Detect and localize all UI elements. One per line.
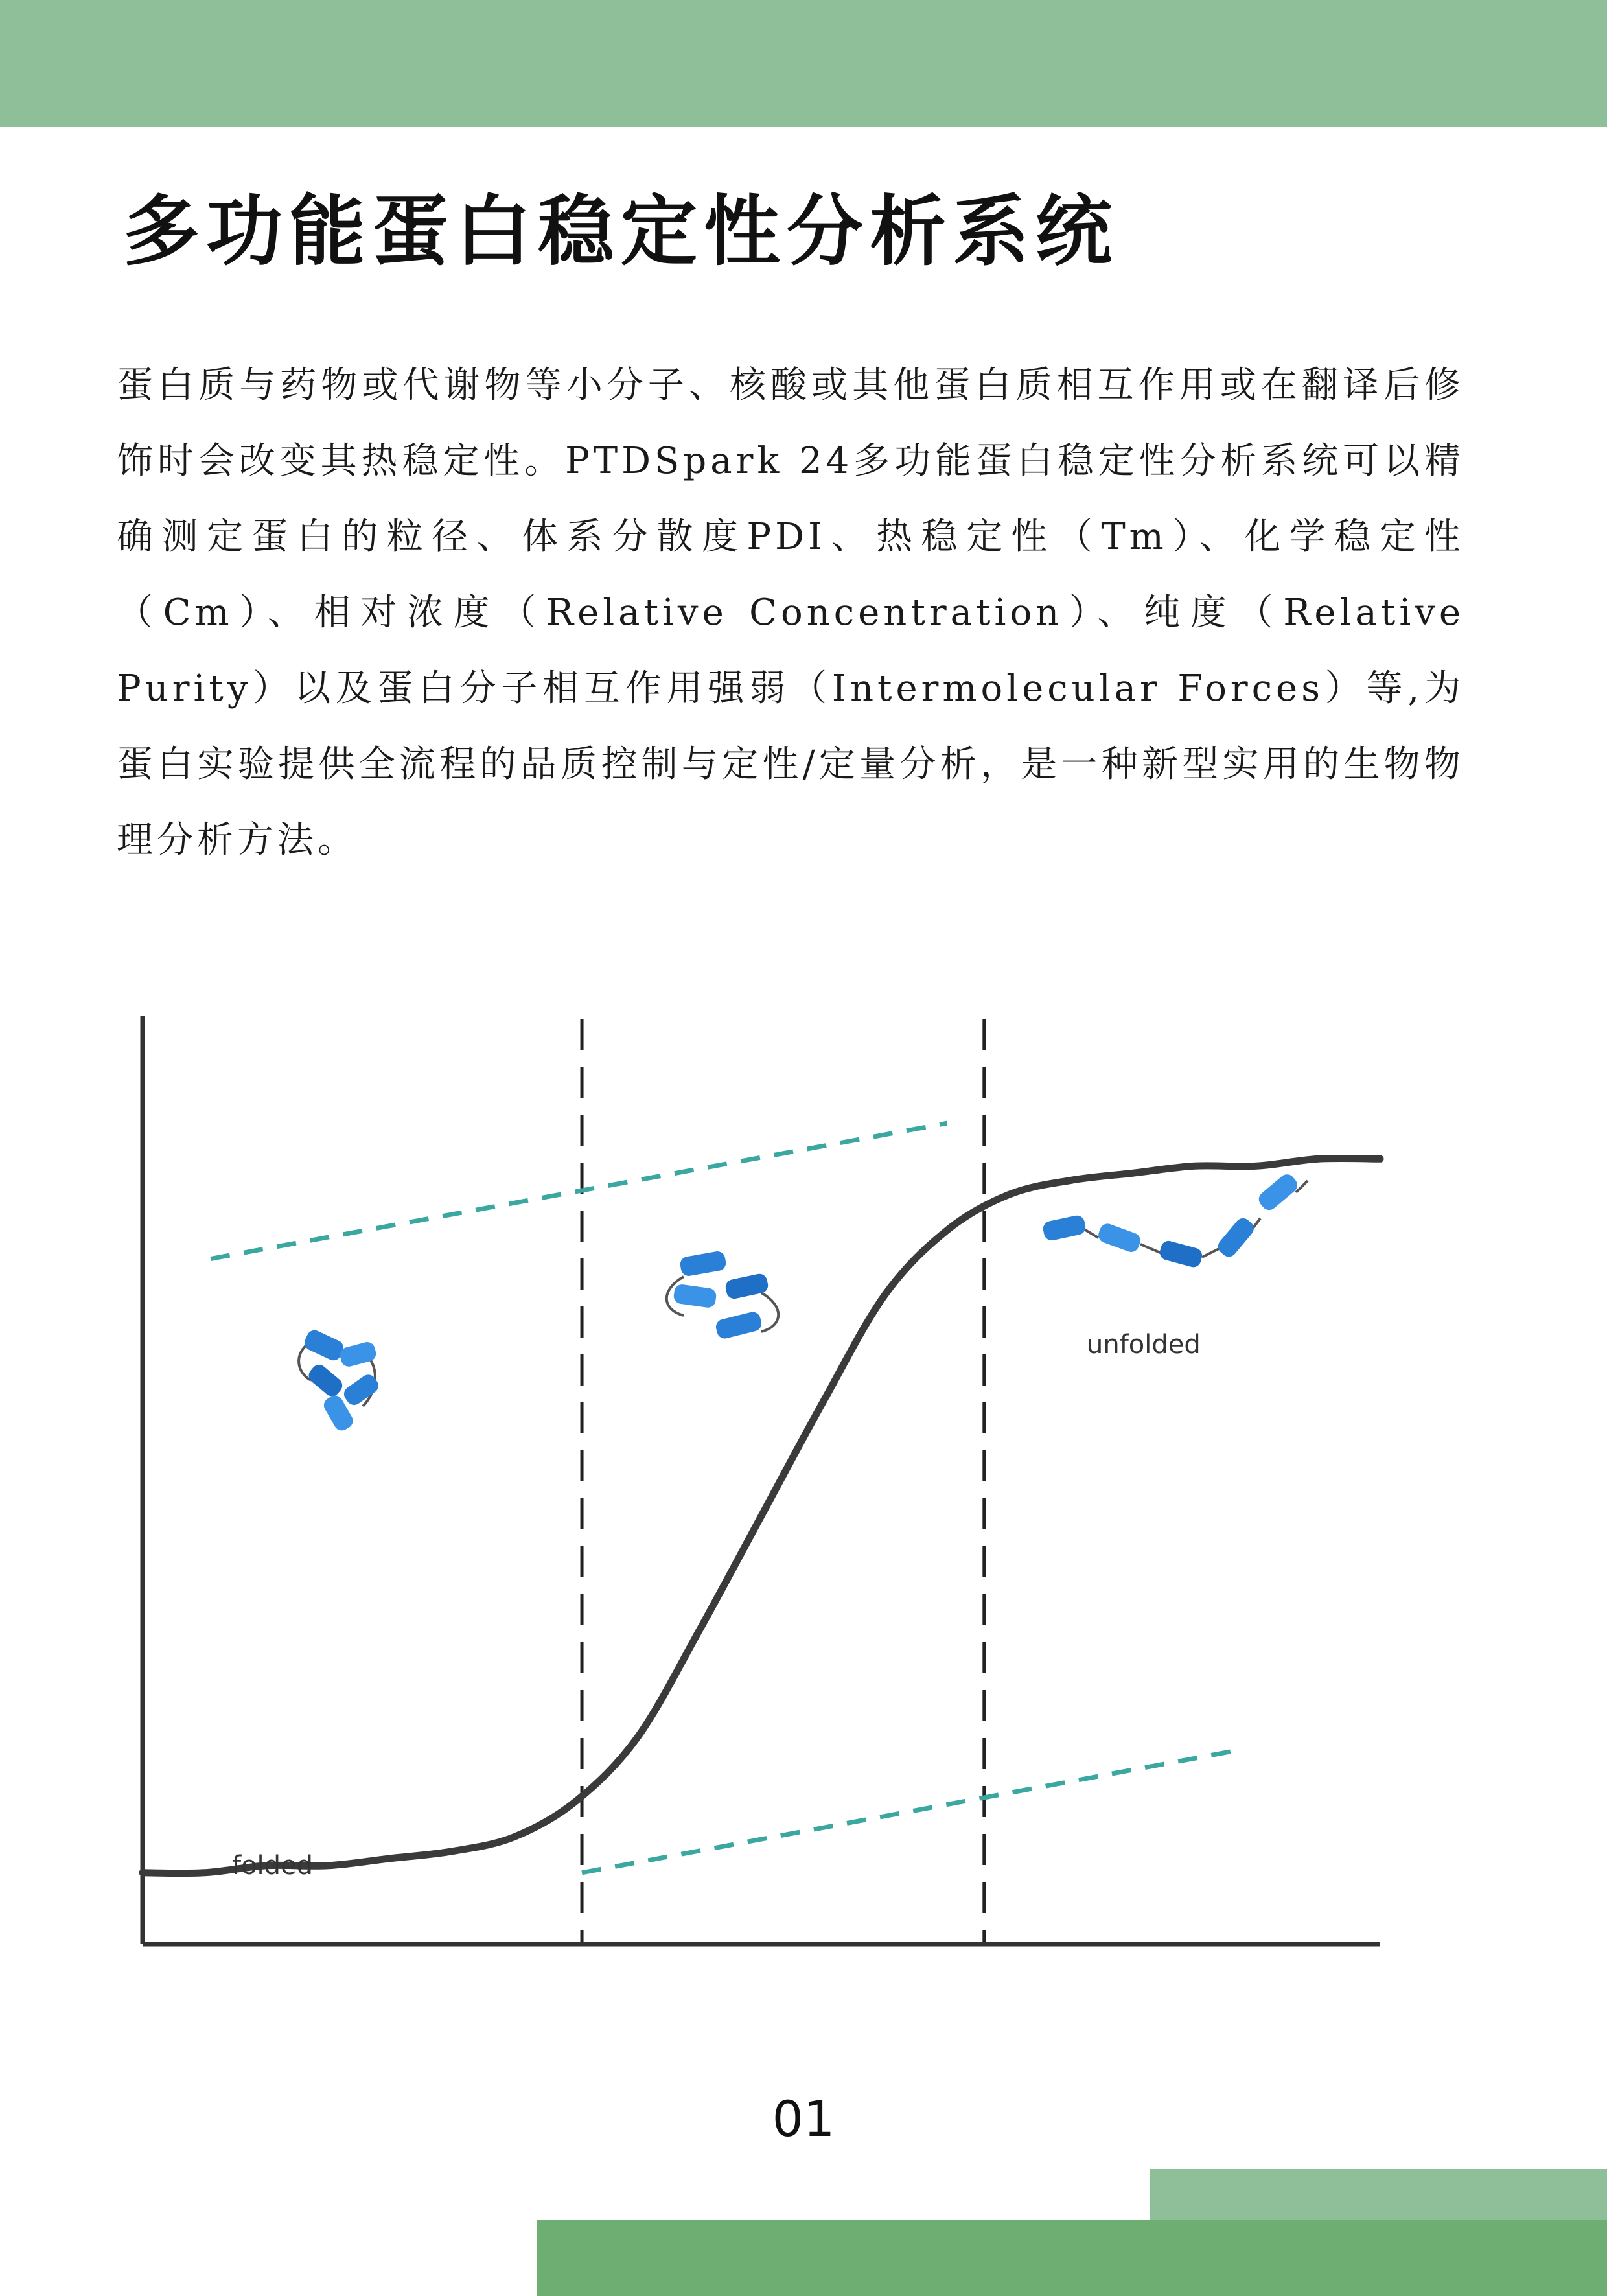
footer-band-light bbox=[1150, 2169, 1607, 2221]
intermediate-protein-icon bbox=[667, 1250, 779, 1340]
unfolded-label: unfolded bbox=[1087, 1330, 1201, 1360]
unfolded-protein-icon bbox=[1042, 1171, 1308, 1269]
folded-label: folded bbox=[232, 1851, 314, 1881]
footer-band-dark bbox=[537, 2220, 1607, 2296]
page-title: 多功能蛋白稳定性分析系统 bbox=[123, 187, 1119, 276]
intro-paragraph: 蛋白质与药物或代谢物等小分子、核酸或其他蛋白质相互作用或在翻译后修饰时会改变其热稳定性。PTDSpark 24多功能蛋白稳定性分析系统可以精确测定蛋白的粒径、体系分散度PDI、热稳定性（Tm）、化学稳定性（Cm）、相对浓度（Relative Concentration）、纯度（Relative Purity）以及蛋白分子相互作用强弱（Intermolecular Forces）等,为蛋白实验提供全流程的品质控制与定性/定量分析，是一种新型实用的生物物理分析方法。 bbox=[117, 364, 1464, 861]
folded-baseline bbox=[582, 1752, 1232, 1873]
folded-protein-icon bbox=[299, 1328, 381, 1433]
unfolded-baseline bbox=[211, 1123, 947, 1258]
page-number: 01 bbox=[772, 2090, 835, 2148]
